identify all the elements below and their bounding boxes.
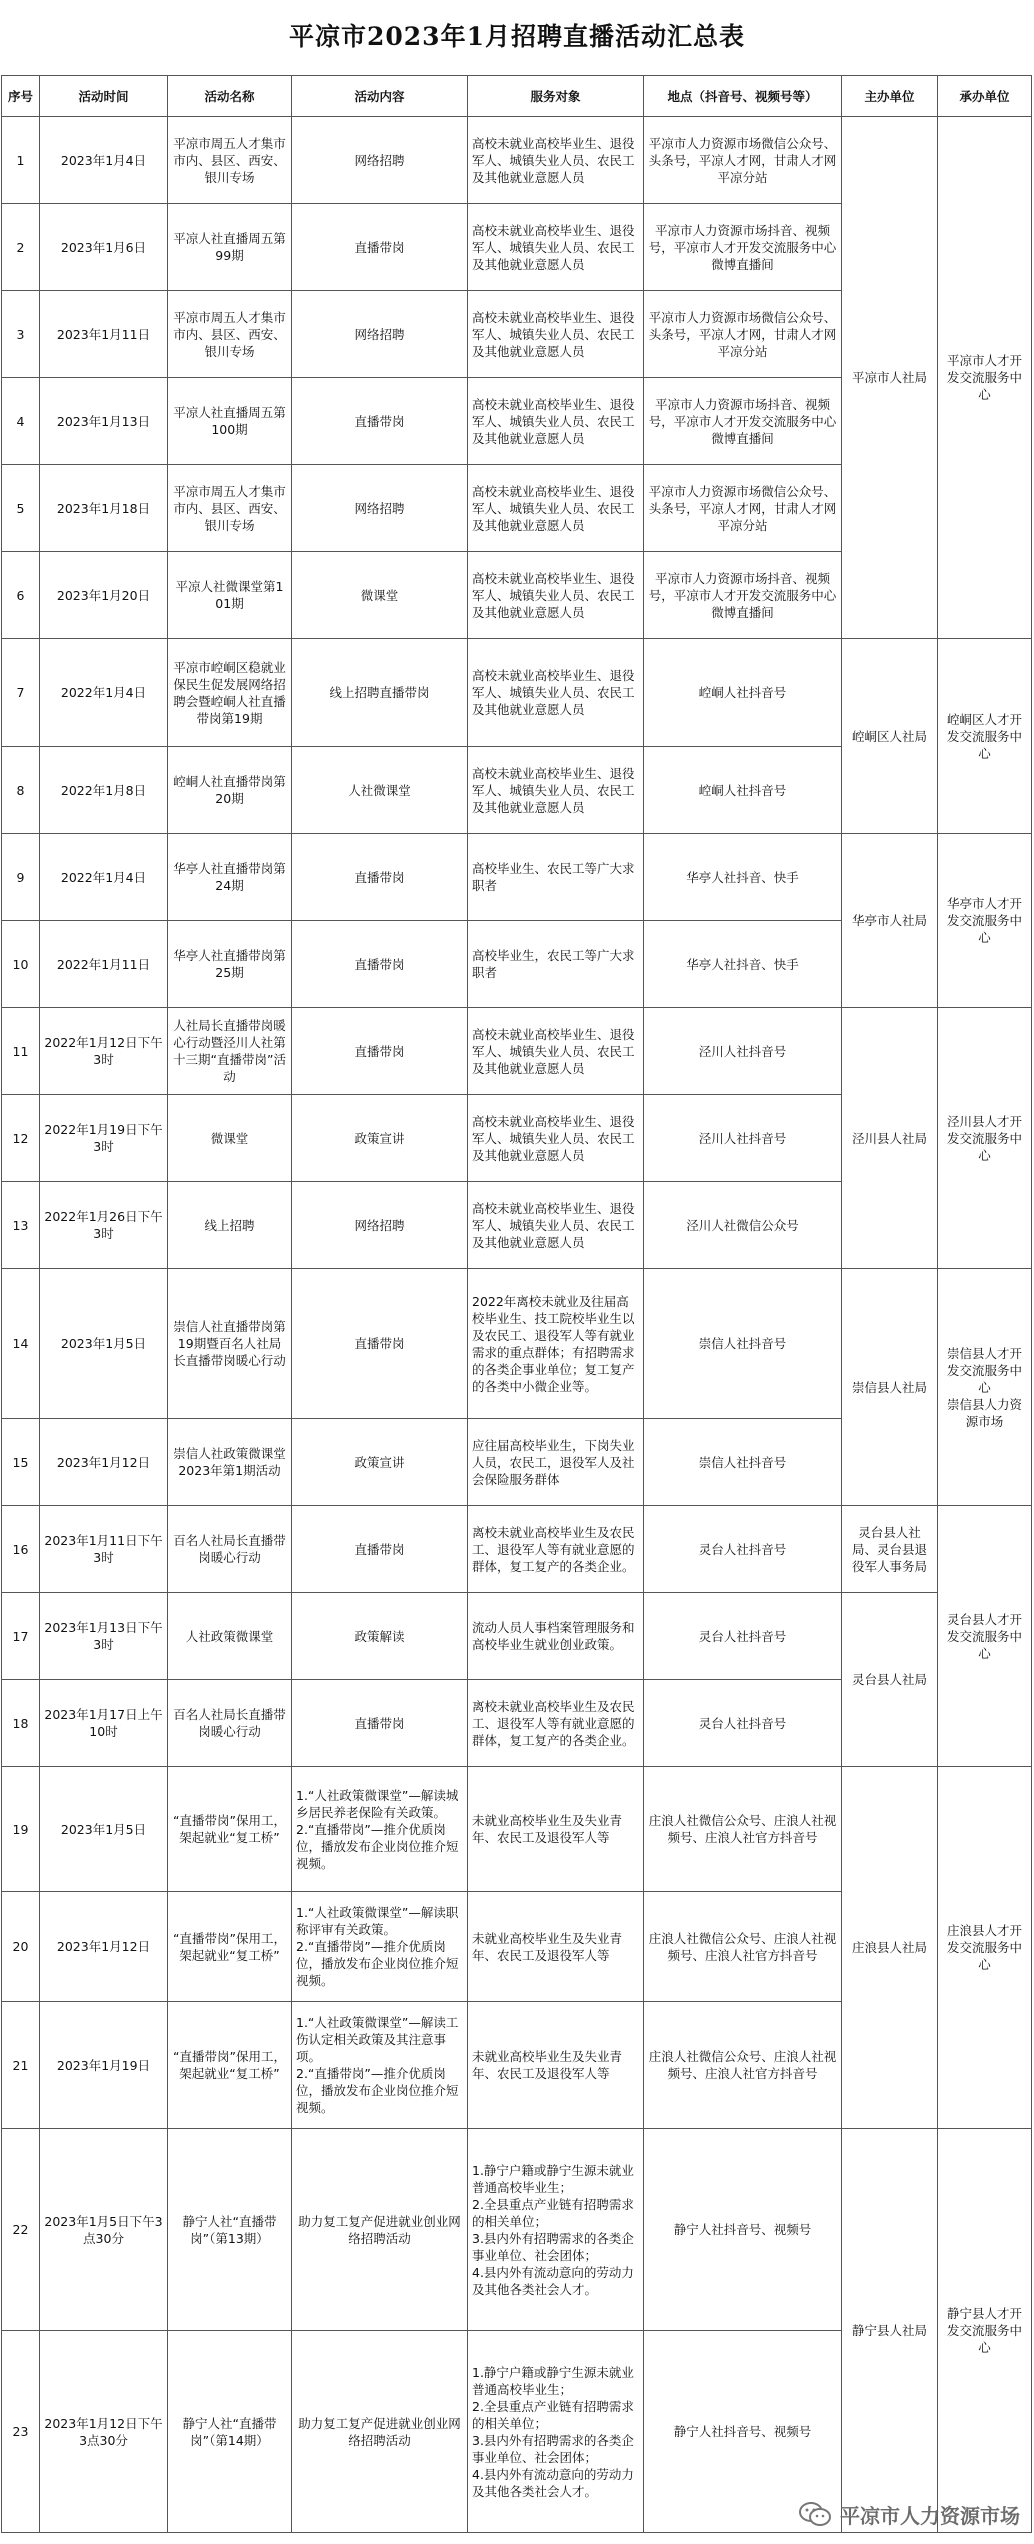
row-place: 崆峒人社抖音号 [644, 747, 842, 834]
row-time: 2023年1月12日 [40, 1892, 168, 2002]
row-target: 高校未就业高校毕业生、退役军人、城镇失业人员、农民工及其他就业意愿人员 [468, 291, 644, 378]
row-name: 百名人社局长直播带岗暖心行动 [168, 1506, 292, 1593]
row-no: 19 [2, 1767, 40, 1892]
row-no: 20 [2, 1892, 40, 2002]
row-name: 人社政策微课堂 [168, 1593, 292, 1680]
row-place: 平凉市人力资源市场抖音、视频号，平凉市人才开发交流服务中心微博直播间 [644, 552, 842, 639]
row-target: 高校毕业生、农民工等广大求职者 [468, 834, 644, 921]
row-time: 2023年1月19日 [40, 2002, 168, 2129]
table-row [2, 1269, 1032, 1419]
row-target: 2022年离校未就业及往届高校毕业生、技工院校毕业生以及农民工、退役军人等有就业需求的重点群体；有招聘需求的各类企事业单位；复工复产的各类中小微企业等。 [468, 1269, 644, 1419]
row-content: 直播带岗 [292, 378, 468, 465]
row-no: 21 [2, 2002, 40, 2129]
header-organizer: 承办单位 [938, 76, 1032, 117]
organizer-unit: 华亭市人才开发交流服务中心 [938, 834, 1032, 1008]
row-time: 2023年1月11日下午3时 [40, 1506, 168, 1593]
row-place: 庄浪人社微信公众号、庄浪人社视频号、庄浪人社官方抖音号 [644, 1892, 842, 2002]
row-time: 2022年1月12日下午3时 [40, 1008, 168, 1095]
row-name: “直播带岗”保用工，架起就业“复工桥” [168, 1767, 292, 1892]
organizer-unit: 平凉市人才开发交流服务中心 [938, 117, 1032, 639]
row-time: 2023年1月12日 [40, 1419, 168, 1506]
table-row [2, 639, 1032, 747]
table-row [2, 1767, 1032, 1892]
host-unit: 灵台县人社局、灵台县退役军人事务局 [842, 1506, 938, 1593]
host-unit: 崇信县人社局 [842, 1269, 938, 1506]
row-place: 泾川人社抖音号 [644, 1008, 842, 1095]
row-place: 平凉市人力资源市场微信公众号、头条号，平凉人才网，甘肃人才网平凉分站 [644, 291, 842, 378]
row-content: 助力复工复产促进就业创业网络招聘活动 [292, 2331, 468, 2533]
row-target: 应往届高校毕业生，下岗失业人员，农民工，退役军人及社会保险服务群体 [468, 1419, 644, 1506]
row-no: 5 [2, 465, 40, 552]
summary-table [1, 75, 1032, 2533]
row-no: 18 [2, 1680, 40, 1767]
row-time: 2023年1月18日 [40, 465, 168, 552]
row-name: 静宁人社“直播带岗”（第13期） [168, 2129, 292, 2331]
row-target: 高校未就业高校毕业生、退役军人、城镇失业人员、农民工及其他就业意愿人员 [468, 204, 644, 291]
row-no: 4 [2, 378, 40, 465]
header-target: 服务对象 [468, 76, 644, 117]
organizer-unit: 庄浪县人才开发交流服务中心 [938, 1767, 1032, 2129]
host-unit: 华亭市人社局 [842, 834, 938, 1008]
row-target: 流动人员人事档案管理服务和高校毕业生就业创业政策。 [468, 1593, 644, 1680]
table-row [2, 2129, 1032, 2331]
row-time: 2023年1月11日 [40, 291, 168, 378]
row-place: 静宁人社抖音号、视频号 [644, 2129, 842, 2331]
row-time: 2023年1月6日 [40, 204, 168, 291]
row-name: 百名人社局长直播带岗暖心行动 [168, 1680, 292, 1767]
row-name: 人社局长直播带岗暖心行动暨泾川人社第十三期“直播带岗”活动 [168, 1008, 292, 1095]
row-no: 6 [2, 552, 40, 639]
row-name: 平凉人社微课堂第101期 [168, 552, 292, 639]
header-content: 活动内容 [292, 76, 468, 117]
row-name: 崆峒人社直播带岗第20期 [168, 747, 292, 834]
row-time: 2022年1月4日 [40, 639, 168, 747]
row-target: 高校未就业高校毕业生、退役军人、城镇失业人员、农民工及其他就业意愿人员 [468, 117, 644, 204]
row-time: 2023年1月4日 [40, 117, 168, 204]
row-no: 15 [2, 1419, 40, 1506]
row-content: 政策解读 [292, 1593, 468, 1680]
row-place: 泾川人社抖音号 [644, 1095, 842, 1182]
wechat-icon [798, 2500, 832, 2528]
row-name: 平凉市崆峒区稳就业保民生促发展网络招聘会暨崆峒人社直播带岗第19期 [168, 639, 292, 747]
row-content: 网络招聘 [292, 291, 468, 378]
row-place: 灵台人社抖音号 [644, 1593, 842, 1680]
row-place: 平凉市人力资源市场抖音、视频号，平凉市人才开发交流服务中心微博直播间 [644, 204, 842, 291]
table-row [2, 1506, 1032, 1593]
header-place: 地点（抖音号、视频号等） [644, 76, 842, 117]
row-place: 平凉市人力资源市场抖音、视频号，平凉市人才开发交流服务中心微博直播间 [644, 378, 842, 465]
header-name: 活动名称 [168, 76, 292, 117]
page-title: 平凉市2023年1月招聘直播活动汇总表 [289, 22, 745, 51]
row-no: 17 [2, 1593, 40, 1680]
row-no: 10 [2, 921, 40, 1008]
row-time: 2022年1月19日下午3时 [40, 1095, 168, 1182]
host-unit: 静宁县人社局 [842, 2129, 938, 2533]
row-time: 2023年1月5日下午3点30分 [40, 2129, 168, 2331]
row-content: 人社微课堂 [292, 747, 468, 834]
row-content: 网络招聘 [292, 465, 468, 552]
row-time: 2023年1月5日 [40, 1767, 168, 1892]
organizer-unit: 崇信县人才开发交流服务中心 崇信县人力资源市场 [938, 1269, 1032, 1506]
row-content: 政策宣讲 [292, 1419, 468, 1506]
row-target: 离校未就业高校毕业生及农民工、退役军人等有就业意愿的群体，复工复产的各类企业。 [468, 1506, 644, 1593]
row-place: 华亭人社抖音、快手 [644, 921, 842, 1008]
row-place: 庄浪人社微信公众号、庄浪人社视频号、庄浪人社官方抖音号 [644, 2002, 842, 2129]
row-place: 泾川人社微信公众号 [644, 1182, 842, 1269]
row-place: 灵台人社抖音号 [644, 1506, 842, 1593]
row-content: 直播带岗 [292, 1680, 468, 1767]
row-name: 华亭人社直播带岗第24期 [168, 834, 292, 921]
row-content: 直播带岗 [292, 834, 468, 921]
row-time: 2022年1月11日 [40, 921, 168, 1008]
row-content: 直播带岗 [292, 1269, 468, 1419]
row-name: 华亭人社直播带岗第25期 [168, 921, 292, 1008]
row-name: 崇信人社直播带岗第19期暨百名人社局长直播带岗暖心行动 [168, 1269, 292, 1419]
row-no: 3 [2, 291, 40, 378]
row-no: 7 [2, 639, 40, 747]
table-row [2, 834, 1032, 921]
row-name: “直播带岗”保用工，架起就业“复工桥” [168, 1892, 292, 2002]
row-target: 高校未就业高校毕业生、退役军人、城镇失业人员、农民工及其他就业意愿人员 [468, 465, 644, 552]
row-no: 22 [2, 2129, 40, 2331]
row-time: 2023年1月13日 [40, 378, 168, 465]
row-content: 直播带岗 [292, 1008, 468, 1095]
header-no: 序号 [2, 76, 40, 117]
row-time: 2023年1月13日下午3时 [40, 1593, 168, 1680]
host-unit: 崆峒区人社局 [842, 639, 938, 834]
row-no: 1 [2, 117, 40, 204]
row-place: 平凉市人力资源市场微信公众号、头条号，平凉人才网，甘肃人才网平凉分站 [644, 465, 842, 552]
row-time: 2023年1月12日下午3点30分 [40, 2331, 168, 2533]
row-content: 1.“人社政策微课堂”—解读工伤认定相关政策及其注意事项。 2.“直播带岗”—推介优质岗位，播放发布企业岗位推介短视频。 [292, 2002, 468, 2129]
row-content: 政策宣讲 [292, 1095, 468, 1182]
row-target: 高校未就业高校毕业生、退役军人、城镇失业人员、农民工及其他就业意愿人员 [468, 1095, 644, 1182]
row-place: 崇信人社抖音号 [644, 1269, 842, 1419]
row-content: 1.“人社政策微课堂”—解读职称评审有关政策。 2.“直播带岗”—推介优质岗位，播放发布企业岗位推介短视频。 [292, 1892, 468, 2002]
row-target: 高校未就业高校毕业生、退役军人、城镇失业人员、农民工及其他就业意愿人员 [468, 552, 644, 639]
row-no: 11 [2, 1008, 40, 1095]
row-time: 2022年1月26日下午3时 [40, 1182, 168, 1269]
row-target: 未就业高校毕业生及失业青年、农民工及退役军人等 [468, 1892, 644, 2002]
row-target: 1.静宁户籍或静宁生源未就业普通高校毕业生； 2.全县重点产业链有招聘需求的相关单位； 3.县内外有招聘需求的各类企事业单位、社会团体； 4.县内外有流动意向的劳动力及其他各类社会人才。 [468, 2331, 644, 2533]
row-name: 静宁人社“直播带岗”（第14期） [168, 2331, 292, 2533]
table-row [2, 117, 1032, 204]
row-target: 高校未就业高校毕业生、退役军人、城镇失业人员、农民工及其他就业意愿人员 [468, 639, 644, 747]
row-name: 崇信人社政策微课堂2023年第1期活动 [168, 1419, 292, 1506]
organizer-unit: 静宁县人才开发交流服务中心 [938, 2129, 1032, 2533]
row-name: 平凉市周五人才集市市内、县区、西安、银川专场 [168, 291, 292, 378]
row-content: 网络招聘 [292, 117, 468, 204]
row-time: 2022年1月8日 [40, 747, 168, 834]
row-place: 平凉市人力资源市场微信公众号、头条号，平凉人才网，甘肃人才网平凉分站 [644, 117, 842, 204]
row-no: 16 [2, 1506, 40, 1593]
row-no: 2 [2, 204, 40, 291]
host-unit: 泾川县人社局 [842, 1008, 938, 1269]
row-target: 高校未就业高校毕业生、退役军人、城镇失业人员、农民工及其他就业意愿人员 [468, 1008, 644, 1095]
row-no: 8 [2, 747, 40, 834]
row-name: 平凉人社直播周五第99期 [168, 204, 292, 291]
row-content: 1.“人社政策微课堂”—解读城乡居民养老保险有关政策。 2.“直播带岗”—推介优质岗位，播放发布企业岗位推介短视频。 [292, 1767, 468, 1892]
row-no: 23 [2, 2331, 40, 2533]
row-target: 未就业高校毕业生及失业青年、农民工及退役军人等 [468, 2002, 644, 2129]
row-name: 平凉市周五人才集市市内、县区、西安、银川专场 [168, 117, 292, 204]
row-no: 14 [2, 1269, 40, 1419]
row-content: 直播带岗 [292, 921, 468, 1008]
row-place: 静宁人社抖音号、视频号 [644, 2331, 842, 2533]
watermark-text: 平凉市人力资源市场 [840, 2503, 1020, 2528]
row-content: 微课堂 [292, 552, 468, 639]
row-time: 2023年1月20日 [40, 552, 168, 639]
row-content: 直播带岗 [292, 204, 468, 291]
row-place: 庄浪人社微信公众号、庄浪人社视频号、庄浪人社官方抖音号 [644, 1767, 842, 1892]
host-unit: 平凉市人社局 [842, 117, 938, 639]
row-time: 2023年1月5日 [40, 1269, 168, 1419]
row-content: 线上招聘直播带岗 [292, 639, 468, 747]
row-target: 高校毕业生，农民工等广大求职者 [468, 921, 644, 1008]
row-name: 线上招聘 [168, 1182, 292, 1269]
row-target: 离校未就业高校毕业生及农民工、退役军人等有就业意愿的群体，复工复产的各类企业。 [468, 1680, 644, 1767]
header-time: 活动时间 [40, 76, 168, 117]
row-name: 微课堂 [168, 1095, 292, 1182]
watermark [798, 2494, 1020, 2534]
row-target: 未就业高校毕业生及失业青年、农民工及退役军人等 [468, 1767, 644, 1892]
host-unit: 庄浪县人社局 [842, 1767, 938, 2129]
row-target: 高校未就业高校毕业生、退役军人、城镇失业人员、农民工及其他就业意愿人员 [468, 747, 644, 834]
table-header-row [2, 76, 1032, 117]
row-time: 2023年1月17日上午10时 [40, 1680, 168, 1767]
row-place: 灵台人社抖音号 [644, 1680, 842, 1767]
row-time: 2022年1月4日 [40, 834, 168, 921]
header-host: 主办单位 [842, 76, 938, 117]
row-content: 直播带岗 [292, 1506, 468, 1593]
row-no: 12 [2, 1095, 40, 1182]
row-target: 高校未就业高校毕业生、退役军人、城镇失业人员、农民工及其他就业意愿人员 [468, 1182, 644, 1269]
row-no: 9 [2, 834, 40, 921]
row-name: 平凉人社直播周五第100期 [168, 378, 292, 465]
host-unit: 灵台县人社局 [842, 1593, 938, 1767]
row-content: 网络招聘 [292, 1182, 468, 1269]
table-row [2, 1008, 1032, 1095]
row-target: 1.静宁户籍或静宁生源未就业普通高校毕业生； 2.全县重点产业链有招聘需求的相关单位； 3.县内外有招聘需求的各类企事业单位、社会团体； 4.县内外有流动意向的劳动力及其他各类社会人才。 [468, 2129, 644, 2331]
row-place: 崇信人社抖音号 [644, 1419, 842, 1506]
row-name: “直播带岗”保用工，架起就业“复工桥” [168, 2002, 292, 2129]
row-target: 高校未就业高校毕业生、退役军人、城镇失业人员、农民工及其他就业意愿人员 [468, 378, 644, 465]
row-content: 助力复工复产促进就业创业网络招聘活动 [292, 2129, 468, 2331]
organizer-unit: 泾川县人才开发交流服务中心 [938, 1008, 1032, 1269]
organizer-unit: 崆峒区人才开发交流服务中心 [938, 639, 1032, 834]
row-place: 华亭人社抖音、快手 [644, 834, 842, 921]
table-row [2, 1593, 1032, 1680]
organizer-unit: 灵台县人才开发交流服务中心 [938, 1506, 1032, 1767]
row-name: 平凉市周五人才集市市内、县区、西安、银川专场 [168, 465, 292, 552]
row-place: 崆峒人社抖音号 [644, 639, 842, 747]
row-no: 13 [2, 1182, 40, 1269]
